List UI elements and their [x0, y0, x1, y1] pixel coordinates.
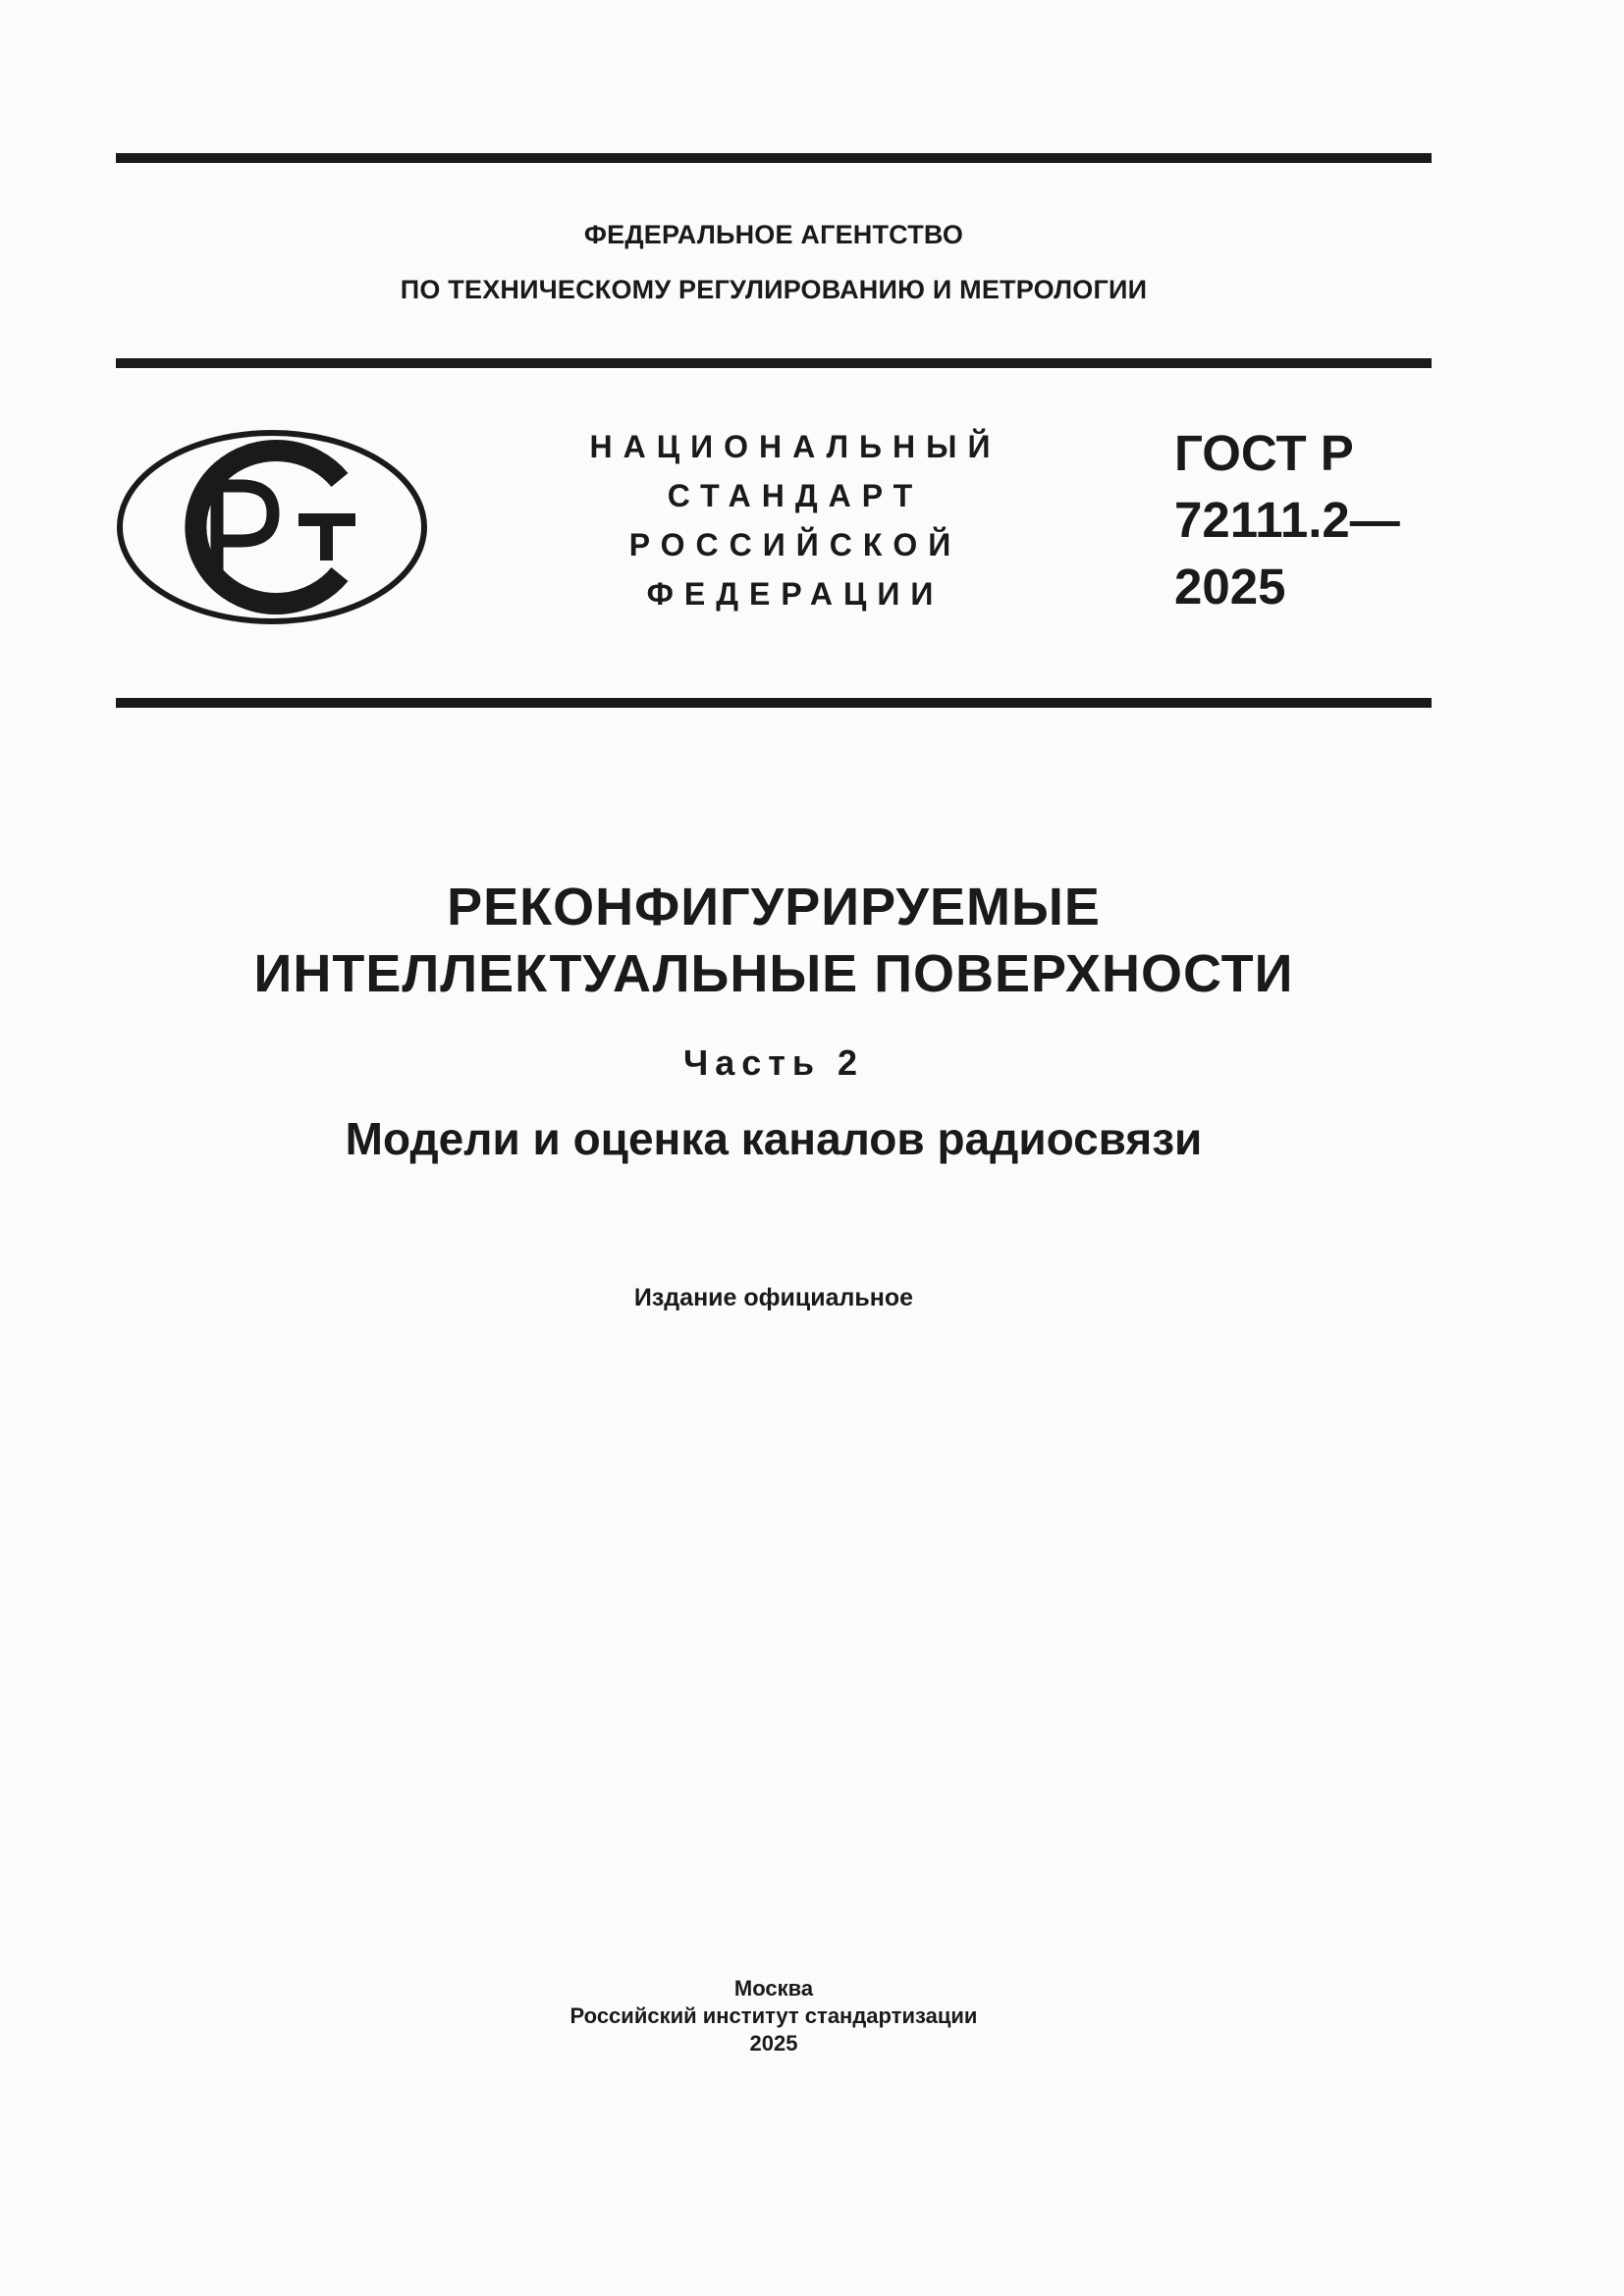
part-label: Часть 2	[682, 1042, 865, 1083]
edition-label: Издание официальное	[633, 1284, 914, 1311]
imprint-city: Москва	[733, 1976, 814, 2001]
rst-certification-mark-icon	[116, 429, 428, 625]
agency-name-line-2: ПО ТЕХНИЧЕСКОМУ РЕГУЛИРОВАНИЮ И МЕТРОЛОГИИ	[400, 275, 1148, 304]
top-rule	[116, 153, 1432, 163]
title-line-2: ИНТЕЛЛЕКТУАЛЬНЫЕ ПОВЕРХНОСТИ	[253, 944, 1294, 1003]
agency-name-line-1: ФЕДЕРАЛЬНОЕ АГЕНТСТВО	[583, 220, 964, 249]
title-line-1: РЕКОНФИГУРИРУЕМЫЕ	[447, 878, 1101, 936]
national-standard-line-4: ФЕДЕРАЦИИ	[646, 576, 945, 612]
header-bottom-rule	[116, 698, 1432, 708]
designation-line-2: 72111.2—	[1174, 492, 1400, 548]
imprint-year: 2025	[749, 2031, 798, 2056]
imprint	[116, 1975, 1432, 2057]
national-standard-line-2: СТАНДАРТ	[667, 478, 924, 513]
designation-line-3: 2025	[1174, 559, 1286, 614]
national-standard-label	[550, 422, 1041, 618]
designation-line-1: ГОСТ Р	[1174, 425, 1354, 481]
standard-designation	[1174, 420, 1400, 620]
national-standard-line-3: РОССИЙСКОЙ	[628, 527, 962, 562]
document-subtitle: Модели и оценка каналов радиосвязи	[345, 1113, 1203, 1164]
imprint-publisher: Российский институт стандартизации	[569, 2003, 978, 2028]
national-standard-line-1: НАЦИОНАЛЬНЫЙ	[589, 429, 1001, 464]
header-rule	[116, 358, 1432, 368]
document-title	[116, 874, 1432, 1007]
